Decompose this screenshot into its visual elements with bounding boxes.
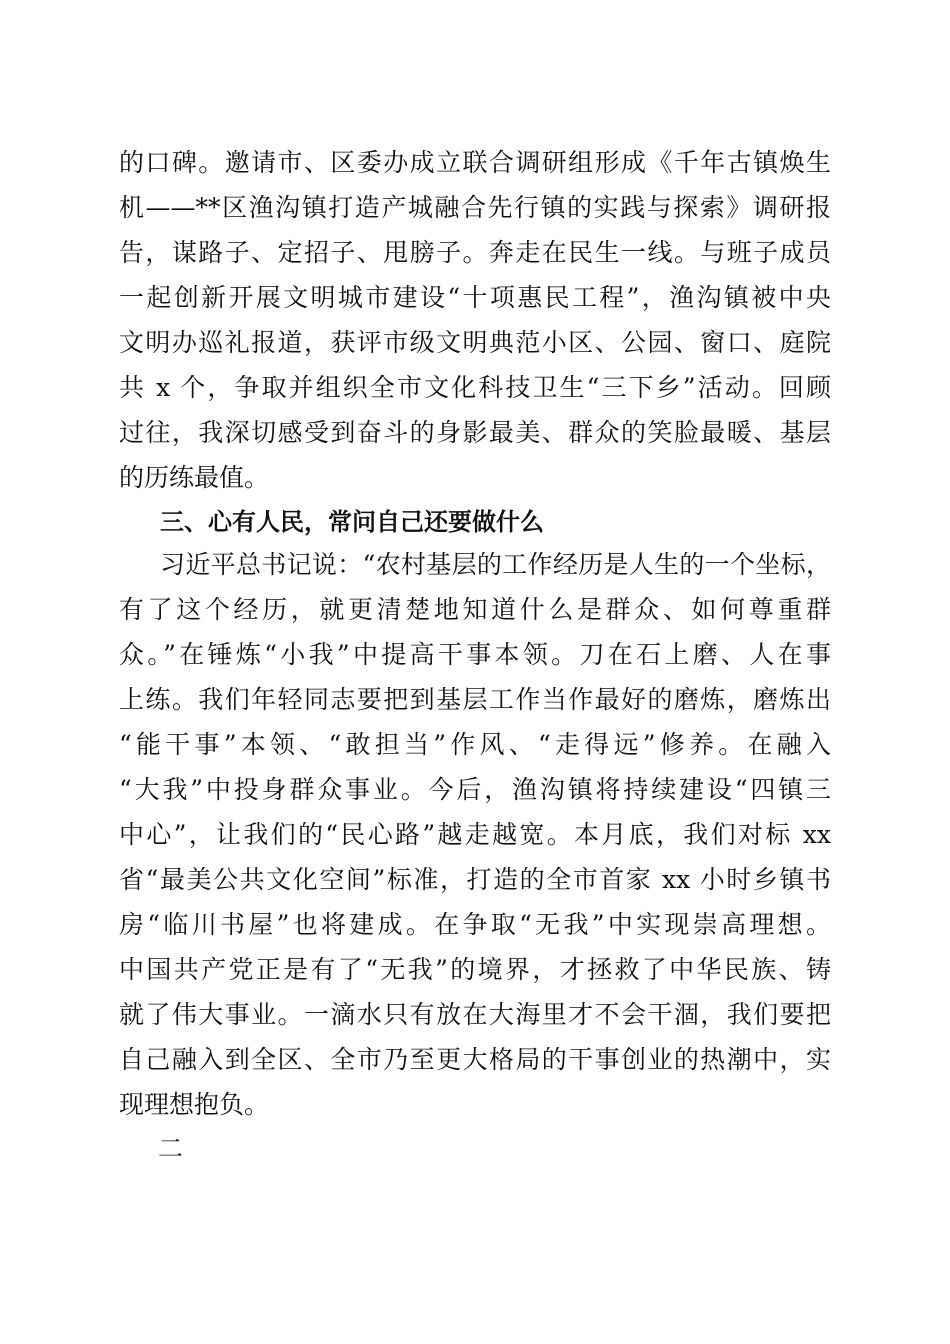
- paragraph-line: 的历练最值。: [119, 463, 270, 492]
- paragraph-line: 机——**区渔沟镇打造产城融合先行镇的实践与探索》调研报: [119, 193, 831, 222]
- paragraph-line: 省“最美公共文化空间”标准，打造的全市首家 xx 小时乡镇书: [119, 865, 831, 894]
- paragraph-line: 现理想抱负。: [119, 1090, 270, 1119]
- paragraph-line: 有了这个经历，就更清楚地知道什么是群众、如何尊重群: [119, 595, 831, 624]
- paragraph-line: “大我”中投身群众事业。今后，渔沟镇将持续建设“四镇三: [119, 775, 831, 804]
- paragraph-line: 房“临川书屋”也将建成。在争取“无我”中实现崇高理想。: [119, 910, 831, 939]
- paragraph-line: 中国共产党正是有了“无我”的境界，才拯救了中华民族、铸: [119, 955, 831, 984]
- paragraph-line: 共 x 个，争取并组织全市文化科技卫生“三下乡”活动。回顾: [119, 373, 831, 402]
- paragraph-line: “能干事”本领、“敢担当”作风、“走得远”修养。在融入: [119, 730, 831, 759]
- paragraph-line: 一起创新开展文明城市建设“十项惠民工程”，渔沟镇被中央: [119, 283, 831, 312]
- paragraph-line: 自己融入到全区、全市乃至更大格局的干事创业的热潮中，实: [119, 1045, 831, 1074]
- paragraph-line: 的口碑。邀请市、区委办成立联合调研组形成《千年古镇焕生: [119, 148, 831, 177]
- section-heading: 三、心有人民，常问自己还要做什么: [160, 508, 544, 536]
- paragraph-line: 上练。我们年轻同志要把到基层工作当作最好的磨炼，磨炼出: [119, 685, 831, 714]
- trailing-section-mark: 二: [158, 1134, 184, 1163]
- paragraph-line: 过往，我深切感受到奋斗的身影最美、群众的笑脸最暖、基层: [119, 418, 831, 447]
- paragraph-line: 告，谋路子、定招子、甩膀子。奔走在民生一线。与班子成员: [119, 238, 831, 267]
- paragraph-line: 众。”在锤炼“小我”中提高干事本领。刀在石上磨、人在事: [119, 640, 831, 669]
- paragraph-line: 习近平总书记说：“农村基层的工作经历是人生的一个坐标，: [160, 550, 831, 579]
- paragraph-line: 文明办巡礼报道，获评市级文明典范小区、公园、窗口、庭院: [119, 328, 831, 357]
- paragraph-line: 就了伟大事业。一滴水只有放在大海里才不会干涸，我们要把: [119, 1000, 831, 1029]
- paragraph-line: 中心”，让我们的“民心路”越走越宽。本月底，我们对标 xx: [119, 820, 831, 849]
